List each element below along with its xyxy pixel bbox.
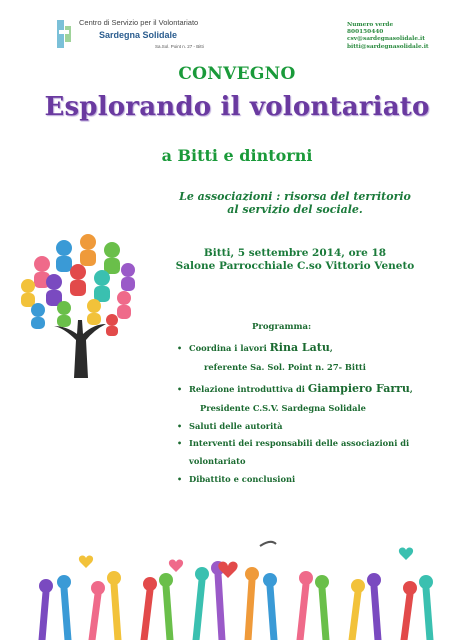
- tagline-line-2: al servizio del sociale.: [227, 203, 363, 216]
- program-item-suffix: ,: [329, 343, 333, 353]
- program-item: [177, 382, 413, 395]
- event-place: Salone Parrocchiale C.so Vittorio Veneto: [175, 260, 415, 272]
- csv-logo: [55, 14, 205, 56]
- program-item: [177, 474, 295, 484]
- program-item-text: Saluti delle autorità: [189, 421, 283, 431]
- program-item: [177, 421, 282, 431]
- program-item-name: Giampiero Farru: [307, 382, 410, 395]
- program-item-text: Dibattito e conclusioni: [189, 474, 296, 484]
- tagline-line-1: Le associazioni : risorsa del territorio: [179, 190, 411, 203]
- raised-hands-icon: [20, 540, 460, 640]
- csv-logo-mark-icon: [55, 18, 75, 50]
- bullet-icon: •: [177, 439, 183, 448]
- program-item: [177, 438, 409, 448]
- program-item-name: Rina Latu: [269, 341, 330, 354]
- people-tree-icon: [14, 228, 146, 378]
- contact-label: Numero verde: [347, 22, 394, 28]
- program-item-suffix: ,: [409, 384, 413, 394]
- bullet-icon: •: [177, 475, 183, 484]
- bullet-icon: •: [177, 422, 183, 431]
- program-item-continuation: Presidente C.S.V. Sardegna Solidale: [200, 403, 366, 413]
- event-date: Bitti, 5 settembre 2014, ore 18: [203, 247, 387, 259]
- program-item-prefix: Relazione introduttiva di: [189, 384, 308, 394]
- program-item-text: Interventi dei responsabili delle associazioni di: [189, 438, 410, 448]
- contact-phone: 800150440: [347, 29, 384, 36]
- contact-email-2: bitti@sardegnasolidale.it: [347, 43, 429, 50]
- bullet-icon: •: [177, 385, 183, 394]
- logo-line-1: Centro di Servizio per il Volontariato: [79, 18, 199, 27]
- program-title: Programma:: [252, 322, 312, 332]
- contact-block: [347, 22, 429, 51]
- main-title: Esplorando il volontariato: [44, 92, 430, 122]
- program-item: [177, 341, 333, 354]
- subtitle: a Bitti e dintorni: [161, 146, 313, 165]
- kicker-heading: CONVEGNO: [178, 64, 296, 84]
- contact-email-1: csv@sardegnasolidale.it: [347, 36, 425, 43]
- logo-line-2: Sardegna Solidale: [99, 30, 178, 40]
- tagline: [150, 190, 440, 216]
- program-item-continuation: volontariato: [189, 456, 246, 466]
- event-info: [150, 247, 440, 273]
- program-item-prefix: Coordina i lavori: [189, 343, 270, 353]
- bullet-icon: •: [177, 344, 183, 353]
- logo-line-3: Sa.Sol. Point n. 27 - Bitti: [155, 44, 204, 49]
- program-item-continuation: referente Sa. Sol. Point n. 27- Bitti: [204, 362, 366, 372]
